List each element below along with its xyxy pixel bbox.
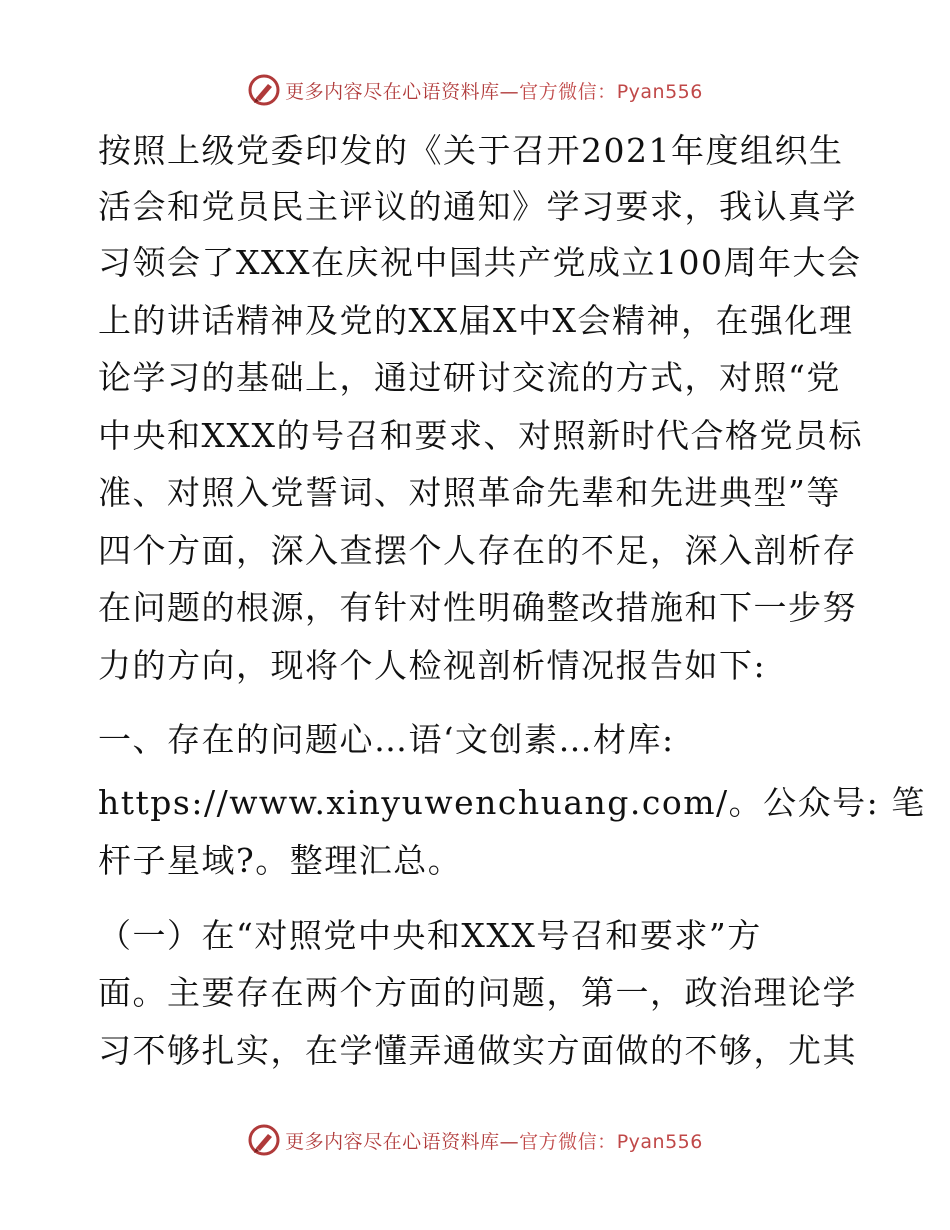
header-watermark <box>0 70 950 110</box>
section-heading: 一、存在的问题心…语‘文创素…材库: <box>98 720 675 759</box>
paragraph-line: 活会和党员民主评议的通知》学习要求，我认真学 <box>98 187 857 226</box>
paragraph-line: 在问题的根源，有针对性明确整改措施和下一步努 <box>98 588 857 627</box>
paragraph-line: 按照上级党委印发的《关于召开2021年度组织生 <box>98 131 844 170</box>
paragraph-line: 上的讲话精神及党的XX届X中X会精神，在强化理 <box>98 301 854 340</box>
paragraph-line: 面。主要存在两个方面的问题，第一，政治理论学 <box>98 973 857 1012</box>
footer-watermark <box>0 1120 950 1160</box>
paragraph-line: 力的方向，现将个人检视剖析情况报告如下: <box>98 646 767 685</box>
subsection-heading: （一）在“对照党中央和XXX号召和要求”方 <box>98 916 762 955</box>
paragraph-line: 习不够扎实，在学懂弄通做实方面做的不够，尤其 <box>98 1031 857 1070</box>
pen-logo-icon <box>247 73 281 107</box>
paragraph-line: https://www.xinyuwenchuang.com/。公众号: 笔 <box>98 783 926 822</box>
paragraph-line: 四个方面，深入查摆个人存在的不足，深入剖析存 <box>98 531 857 570</box>
header-text: 更多内容尽在心语资料库—官方微信：Pyan556 <box>285 80 703 103</box>
paragraph-line: 中央和XXX的号召和要求、对照新时代合格党员标 <box>98 416 863 455</box>
paragraph-line: 论学习的基础上，通过研讨交流的方式，对照“党 <box>98 358 841 397</box>
paragraph-line: 杆子星域?。整理汇总。 <box>98 841 463 880</box>
paragraph-line: 准、对照入党誓词、对照革命先辈和先进典型”等 <box>98 473 841 512</box>
footer-text: 更多内容尽在心语资料库—官方微信：Pyan556 <box>285 1130 703 1153</box>
pen-logo-icon <box>247 1123 281 1157</box>
paragraph-line: 习领会了XXX在庆祝中国共产党成立100周年大会 <box>98 243 862 282</box>
